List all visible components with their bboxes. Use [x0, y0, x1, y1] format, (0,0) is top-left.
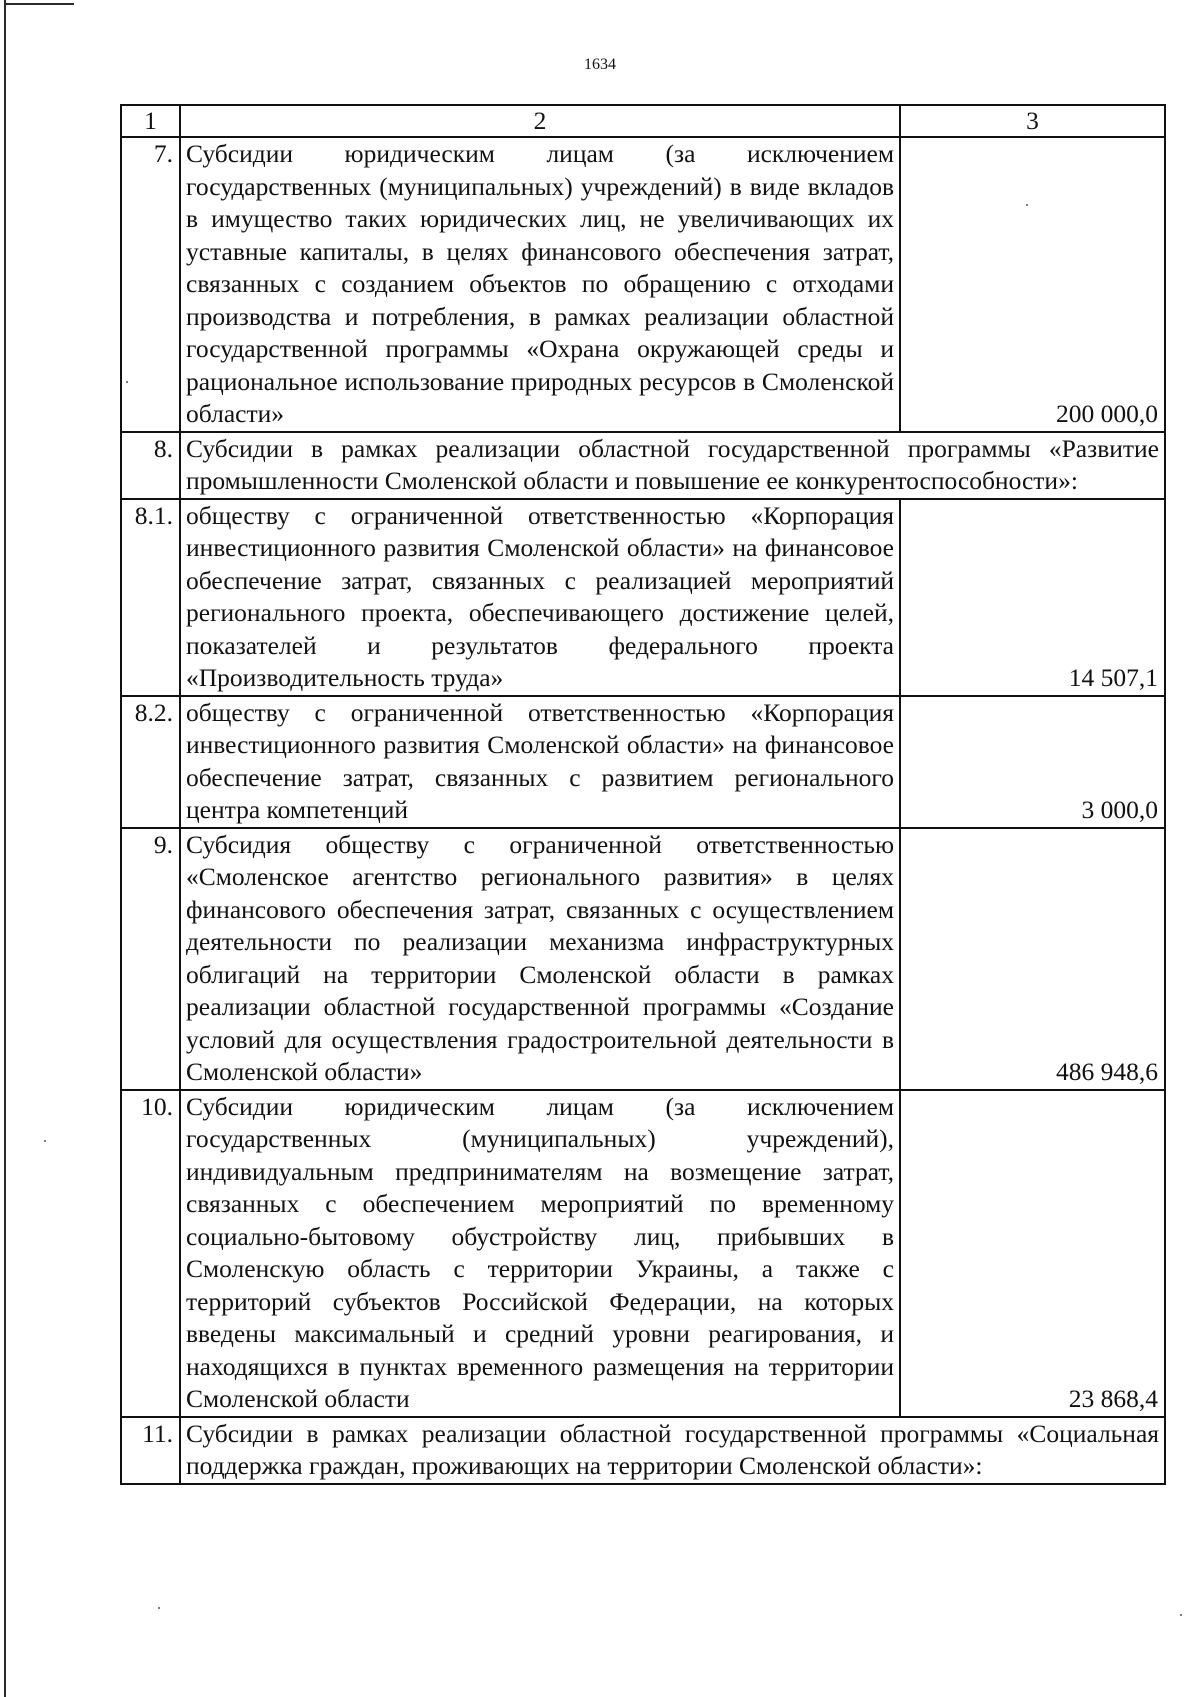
row-description-cell: Субсидии в рамках реализации областной государственной программы «Развитие промышленности Смоленской области и повышение ее конкурентоспособности»:	[180, 432, 1165, 499]
row-amount-cell: 14 507,1	[900, 499, 1165, 696]
row-number-cell: 7.	[121, 137, 180, 432]
row-description-cell: Субсидия обществу с ограниченной ответственностью «Смоленское агентство регионального развития» в целях финансового обеспечения затрат, связанных с осуществлением деятельности по реализации механизма инфраструктурных облигаций на территории Смоленской области в рамках реализации областной государственной программы «Создание условий для осуществления градостроительной деятельности в Смоленской области»	[180, 828, 900, 1090]
scan-speck	[44, 1140, 46, 1142]
row-number-cell: 9.	[121, 828, 180, 1090]
row-number-cell: 8.1.	[121, 499, 180, 696]
page-number: 1634	[584, 56, 616, 73]
row-amount-cell: 23 868,4	[900, 1090, 1165, 1417]
row-amount-cell: 486 948,6	[900, 828, 1165, 1090]
table-body	[121, 105, 1165, 1484]
row-number-cell: 8.2.	[121, 696, 180, 828]
scan-speck	[1026, 204, 1028, 206]
page-frame-left-line	[4, 0, 6, 1697]
table-row	[121, 1417, 1165, 1484]
row-description-cell: обществу с ограниченной ответственностью «Корпорация инвестиционного развития Смоленской области» на финансовое обеспечение затрат, связанных с развитием регионального центра компетенций	[180, 696, 900, 828]
budget-table	[120, 104, 1166, 1485]
row-number-cell: 11.	[121, 1417, 180, 1484]
row-number-cell: 10.	[121, 1090, 180, 1417]
table-row	[121, 499, 1165, 696]
page-frame-top-line	[4, 3, 74, 5]
row-amount-cell: 3 000,0	[900, 696, 1165, 828]
scan-speck	[126, 381, 128, 383]
header-cell-col-1: 1	[121, 105, 180, 137]
table-row	[121, 432, 1165, 499]
row-description-cell: Субсидии юридическим лицам (за исключением государственных (муниципальных) учреждений), индивидуальным предпринимателям на возмещение затрат, связанных с обеспечением мероприятий по временному социально-бытовому обустройству лиц, прибывших в Смоленскую область с территории Украины, а также с территорий субъектов Российской Федерации, на которых введены максимальный и средний уровни реагирования, и находящихся в пунктах временного размещения на территории Смоленской области	[180, 1090, 900, 1417]
row-description-cell: обществу с ограниченной ответственностью «Корпорация инвестиционного развития Смоленской области» на финансовое обеспечение затрат, связанных с реализацией мероприятий регионального проекта, обеспечивающего достижение целей, показателей и результатов федерального проекта «Производительность труда»	[180, 499, 900, 696]
header-cell-col-2: 2	[180, 105, 900, 137]
row-description-cell: Субсидии юридическим лицам (за исключением государственных (муниципальных) учреждений) в виде вкладов в имущество таких юридических лиц, не увеличивающих их уставные капиталы, в целях финансового обеспечения затрат, связанных с созданием объектов по обращению с отходами производства и потребления, в рамках реализации областной государственной программы «Охрана окружающей среды и рациональное использование природных ресурсов в Смоленской области»	[180, 137, 900, 432]
table-row	[121, 696, 1165, 828]
row-amount-cell: 200 000,0	[900, 137, 1165, 432]
header-cell-col-3: 3	[900, 105, 1165, 137]
table-row	[121, 1090, 1165, 1417]
scan-speck	[1180, 1614, 1182, 1616]
table-header-row	[121, 105, 1165, 137]
table-row	[121, 137, 1165, 432]
row-number-cell: 8.	[121, 432, 180, 499]
row-description-cell: Субсидии в рамках реализации областной государственной программы «Социальная поддержка граждан, проживающих на территории Смоленской области»:	[180, 1417, 1165, 1484]
table-row	[121, 828, 1165, 1090]
scan-speck	[158, 1607, 160, 1609]
